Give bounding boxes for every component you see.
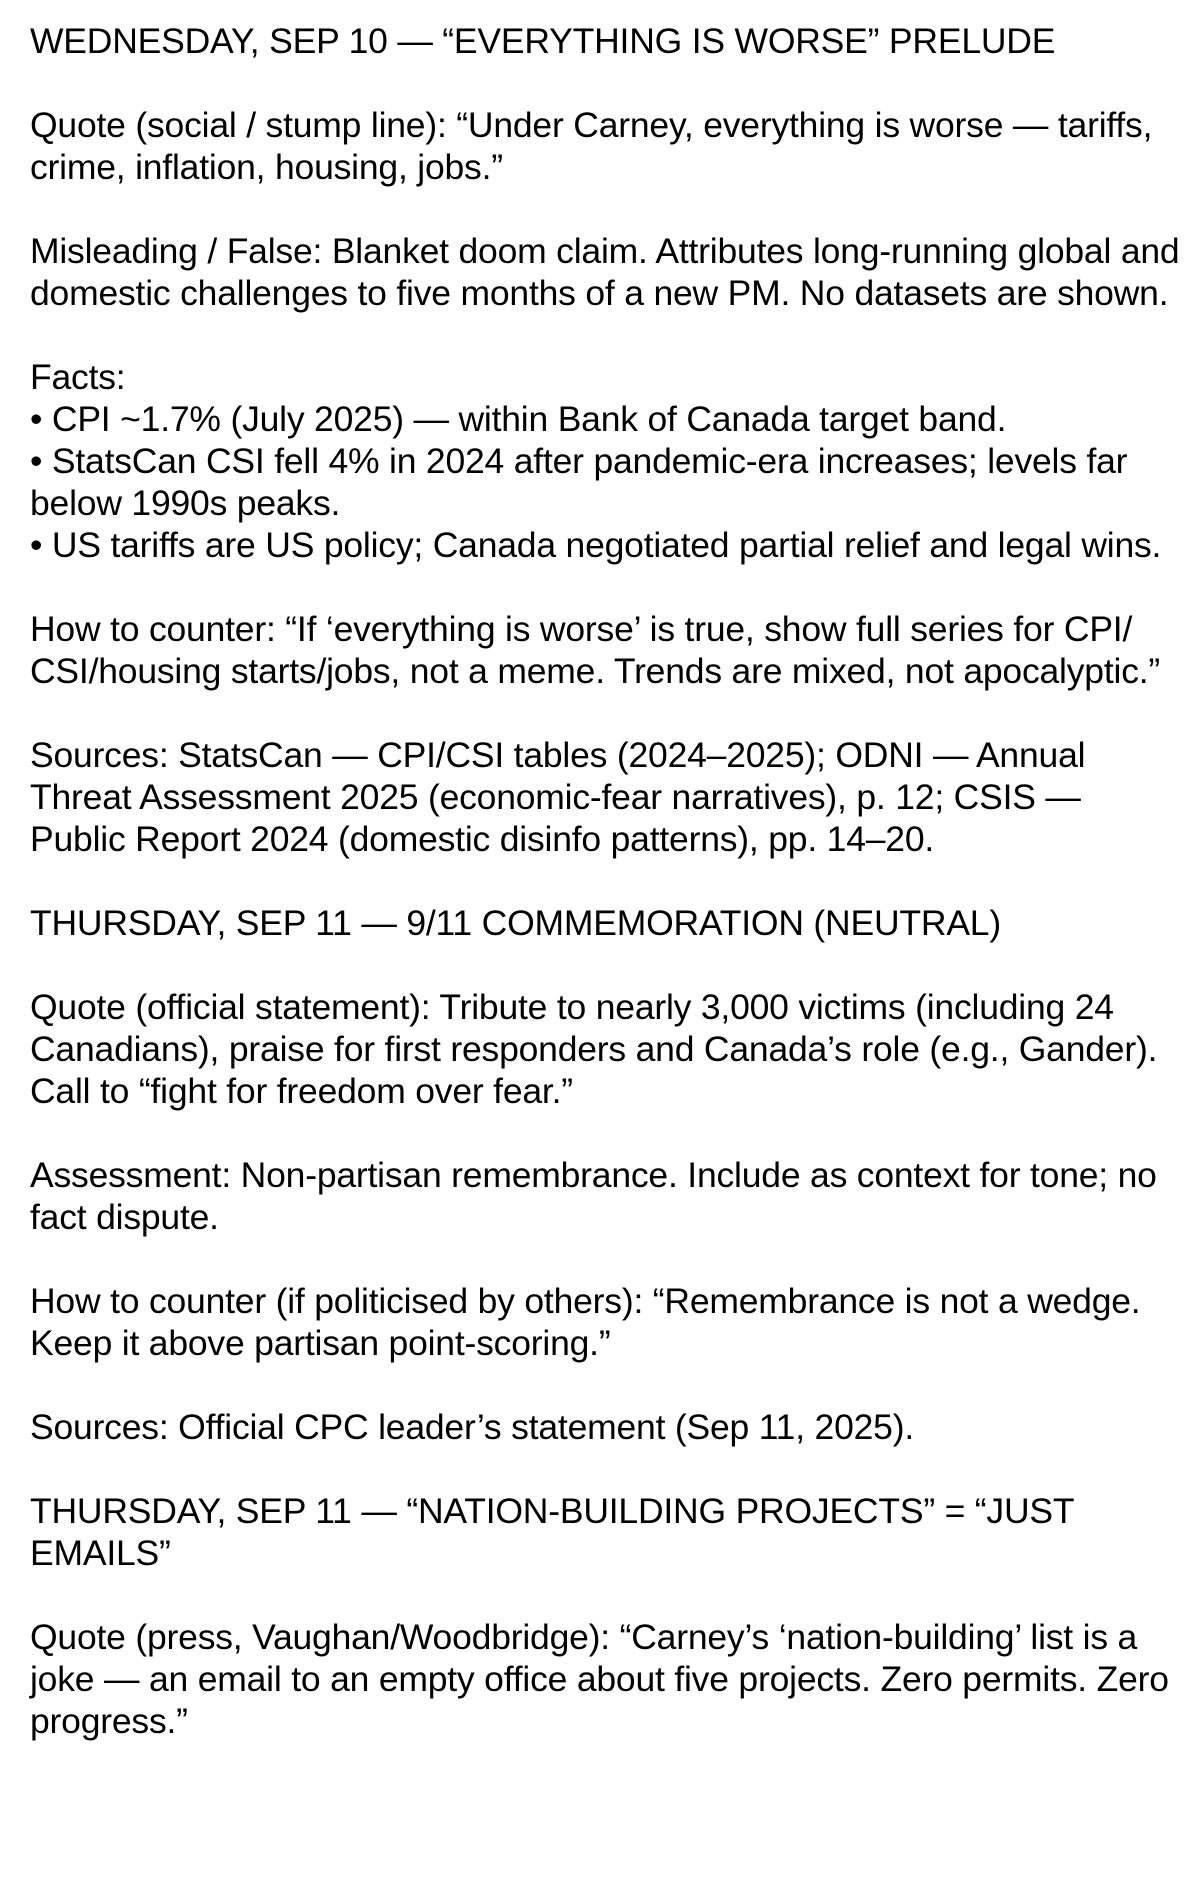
sources-paragraph: Sources: Official CPC leader’s statement (Sep 11, 2025).	[30, 1407, 914, 1447]
section-heading: THURSDAY, SEP 11 — “NATION-BUILDING PROJECTS” = “JUST EMAILS”	[30, 1491, 1074, 1573]
section-heading: THURSDAY, SEP 11 — 9/11 COMMEMORATION (NEUTRAL)	[30, 903, 1001, 943]
counter-paragraph: How to counter: “If ‘everything is worse’ is true, show full series for CPI/ CSI/housing starts/jobs, not a meme. Trends are mixed, not apocalyptic.”	[30, 609, 1161, 691]
quote-paragraph: Quote (official statement): Tribute to nearly 3,000 victims (including 24 Canadians), praise for first responders and Canada’s role (e.g., Gander). Call to “fight for freedom over fear.”	[30, 987, 1158, 1111]
assessment-paragraph: Assessment: Non-partisan remembrance. Include as context for tone; no fact dispute.	[30, 1155, 1157, 1237]
facts-label: Facts:	[30, 357, 126, 397]
section-heading: WEDNESDAY, SEP 10 — “EVERYTHING IS WORSE” PRELUDE	[30, 21, 1056, 61]
sources-paragraph: Sources: StatsCan — CPI/CSI tables (2024–2025); ODNI — Annual Threat Assessment 2025 (economic-fear narratives), p. 12; CSIS — Public Report 2024 (domestic disinfo patterns), pp. 14–20.	[30, 735, 1086, 859]
fact-item: • US tariffs are US policy; Canada negotiated partial relief and legal wins.	[30, 525, 1162, 565]
fact-item: • StatsCan CSI fell 4% in 2024 after pandemic-era increases; levels far below 1990s peaks.	[30, 441, 1128, 523]
quote-paragraph: Quote (press, Vaughan/Woodbridge): “Carney’s ‘nation-building’ list is a joke — an email to an empty office about five projects. Zero permits. Zero progress.”	[30, 1617, 1169, 1741]
assessment-paragraph: Misleading / False: Blanket doom claim. Attributes long-running global and domestic challenges to five months of a new PM. No datasets are shown.	[30, 231, 1180, 313]
facts-block	[30, 356, 1180, 566]
fact-item: • CPI ~1.7% (July 2025) — within Bank of Canada target band.	[30, 399, 1007, 439]
document-body	[30, 20, 1180, 1742]
quote-paragraph: Quote (social / stump line): “Under Carney, everything is worse — tariffs, crime, inflation, housing, jobs.”	[30, 105, 1153, 187]
counter-paragraph: How to counter (if politicised by others): “Remembrance is not a wedge. Keep it above partisan point-scoring.”	[30, 1281, 1141, 1363]
